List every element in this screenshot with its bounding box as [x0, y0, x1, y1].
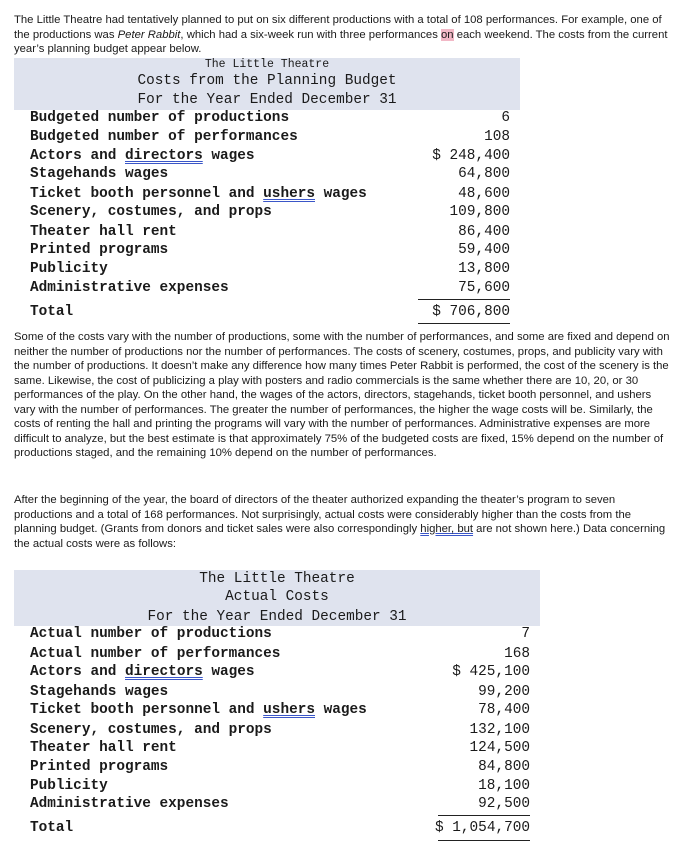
- intro-text-1: The Little Theatre had tentatively planned to put on six different productions with a total of 108 performances. For example, one of the productions was: [14, 14, 662, 41]
- row-label-text: Administrative expenses: [30, 796, 229, 812]
- budget-row-label: [30, 261, 108, 277]
- budget-row-value: 13,800: [458, 261, 510, 277]
- subtotal-rule: [438, 815, 530, 816]
- intro-paragraph: [14, 13, 670, 57]
- row-label-text: wages: [315, 702, 367, 718]
- actual-row-label: [30, 759, 168, 775]
- total-rule: [418, 323, 510, 324]
- row-label-text: Scenery, costumes, and props: [30, 722, 272, 738]
- glossary-link[interactable]: directors: [125, 664, 203, 680]
- actual-row-label: [30, 796, 229, 812]
- actual-row-value: 84,800: [478, 759, 530, 775]
- budget-period: For the Year Ended December 31: [137, 92, 397, 108]
- total-rule: [438, 840, 530, 841]
- budget-row-value: 59,400: [458, 242, 510, 258]
- actual-row-value: 99,200: [478, 684, 530, 700]
- budget-row-label: [30, 242, 168, 258]
- glossary-link[interactable]: ushers: [263, 186, 315, 202]
- budget-row-label: [30, 129, 298, 145]
- budget-row-label: [30, 186, 367, 202]
- actual-row-value: 78,400: [478, 702, 530, 718]
- highlighted-word[interactable]: on: [441, 28, 454, 41]
- actual-row-label: [30, 702, 367, 718]
- explanation-paragraph: Some of the costs vary with the number of productions, some with the number of performances, and some are fixed and depend on neither the number of productions nor the number of performances. The costs of scenery, costumes, props, and publicity vary with the number of productions. It doesn’t make any difference how many times Peter Rabbit is performed, the cost of the scenery is the same. Likewise, the cost of publicizing a play with posters and radio commercials is the same whether there are 10, 20, or 30 performances of the play. On the other hand, the wages of the actors, directors, stagehands, ticket booth personnel, and ushers vary with the number of performances. The greater the number of performances, the higher the wage costs will be. Similarly, the costs of renting the hall and printing the programs will vary with the number of performances. Administrative expenses are more difficult to analyze, but the best estimate is that approximately 75% of the budgeted costs are fixed, 15% depend on the number of productions staged, and the remaining 10% depend on the number of performances.: [14, 331, 670, 459]
- actual-row-label: [30, 740, 177, 756]
- actual-row-value: 92,500: [478, 796, 530, 812]
- row-label-text: wages: [202, 148, 255, 164]
- after-text-2: are not shown here.) Data concerning the actual costs were as follows:: [14, 523, 666, 550]
- actual-row-value: 168: [504, 646, 530, 662]
- budget-row-label: [30, 166, 168, 182]
- subtotal-rule: [418, 299, 510, 300]
- row-label-text: Total: [30, 304, 74, 320]
- actual-period: For the Year Ended December 31: [147, 609, 407, 625]
- actual-row-label: [30, 684, 168, 700]
- row-label-text: Publicity: [30, 261, 108, 277]
- budget-row-value: 48,600: [458, 186, 510, 202]
- budget-row-value: 109,800: [449, 204, 510, 220]
- row-label-text: Administrative expenses: [30, 280, 229, 296]
- budget-row-value: 86,400: [458, 224, 510, 240]
- budget-row-value: 75,600: [458, 280, 510, 296]
- budget-row-label: [30, 110, 289, 126]
- budget-row-value: $ 706,800: [432, 304, 510, 320]
- actual-row-label: [30, 646, 280, 662]
- row-label-text: Stagehands wages: [30, 166, 169, 182]
- row-label-text: Publicity: [30, 778, 108, 794]
- after-paragraph: [14, 493, 670, 551]
- actual-org-name: The Little Theatre: [199, 571, 355, 587]
- budget-row-value: $ 248,400: [432, 148, 510, 164]
- budget-row-label: [30, 204, 272, 220]
- intro-text-3: each weekend. The costs from the current year’s planning budget appear below.: [14, 28, 668, 55]
- row-label-text: Actors and: [30, 664, 125, 680]
- glossary-link[interactable]: ushers: [263, 702, 315, 718]
- actual-row-label: [30, 820, 73, 836]
- row-label-text: Actual number of productions: [30, 626, 272, 642]
- budget-row-value: 64,800: [458, 166, 510, 182]
- row-label-text: Budgeted number of performances: [30, 129, 298, 145]
- budget-table-header: [14, 58, 520, 110]
- actual-row-label: [30, 778, 108, 794]
- budget-row-value: 6: [501, 110, 510, 126]
- row-label-text: Actual number of performances: [30, 646, 281, 662]
- actual-row-value: 7: [521, 626, 530, 642]
- marked-text[interactable]: higher, but: [420, 523, 474, 535]
- actual-row-label: [30, 722, 272, 738]
- row-label-text: wages: [202, 664, 255, 680]
- row-label-text: Theater hall rent: [30, 224, 177, 240]
- budget-row-value: 108: [484, 129, 510, 145]
- row-label-text: Actors and: [30, 148, 125, 164]
- row-label-text: wages: [315, 186, 367, 202]
- row-label-text: Ticket booth personnel and: [30, 702, 264, 718]
- actual-row-value: 124,500: [469, 740, 530, 756]
- actual-row-value: 18,100: [478, 778, 530, 794]
- actual-row-value: $ 425,100: [452, 664, 530, 680]
- intro-text-2: , which had a six-week run with three performances: [180, 28, 441, 41]
- row-label-text: Printed programs: [30, 242, 169, 258]
- budget-row-label: [30, 148, 255, 164]
- budget-row-label: [30, 304, 73, 320]
- row-label-text: Ticket booth personnel and: [30, 186, 264, 202]
- actual-title: Actual Costs: [225, 589, 329, 605]
- row-label-text: Budgeted number of productions: [30, 110, 290, 126]
- actual-row-value: 132,100: [469, 722, 530, 738]
- budget-org-name: The Little Theatre: [204, 58, 330, 71]
- actual-table-header: [14, 570, 540, 626]
- row-label-text: Stagehands wages: [30, 684, 169, 700]
- glossary-link[interactable]: directors: [125, 148, 203, 164]
- row-label-text: Printed programs: [30, 759, 169, 775]
- budget-title: Costs from the Planning Budget: [137, 73, 397, 89]
- row-label-text: Theater hall rent: [30, 740, 177, 756]
- actual-row-label: [30, 664, 255, 680]
- row-label-text: Total: [30, 820, 74, 836]
- row-label-text: Scenery, costumes, and props: [30, 204, 272, 220]
- budget-row-label: [30, 280, 229, 296]
- actual-row-label: [30, 626, 272, 642]
- play-title: Peter Rabbit: [117, 28, 181, 41]
- actual-row-value: $ 1,054,700: [435, 820, 530, 836]
- after-text-1: After the beginning of the year, the board of directors of the theater authorized expanding the theater’s program to seven productions and a total of 168 performances. Not surprisingly, actual costs were considerably higher than the costs from the planning budget. (Grants from donors and ticket sales were also correspondingly: [14, 494, 632, 535]
- budget-row-label: [30, 224, 177, 240]
